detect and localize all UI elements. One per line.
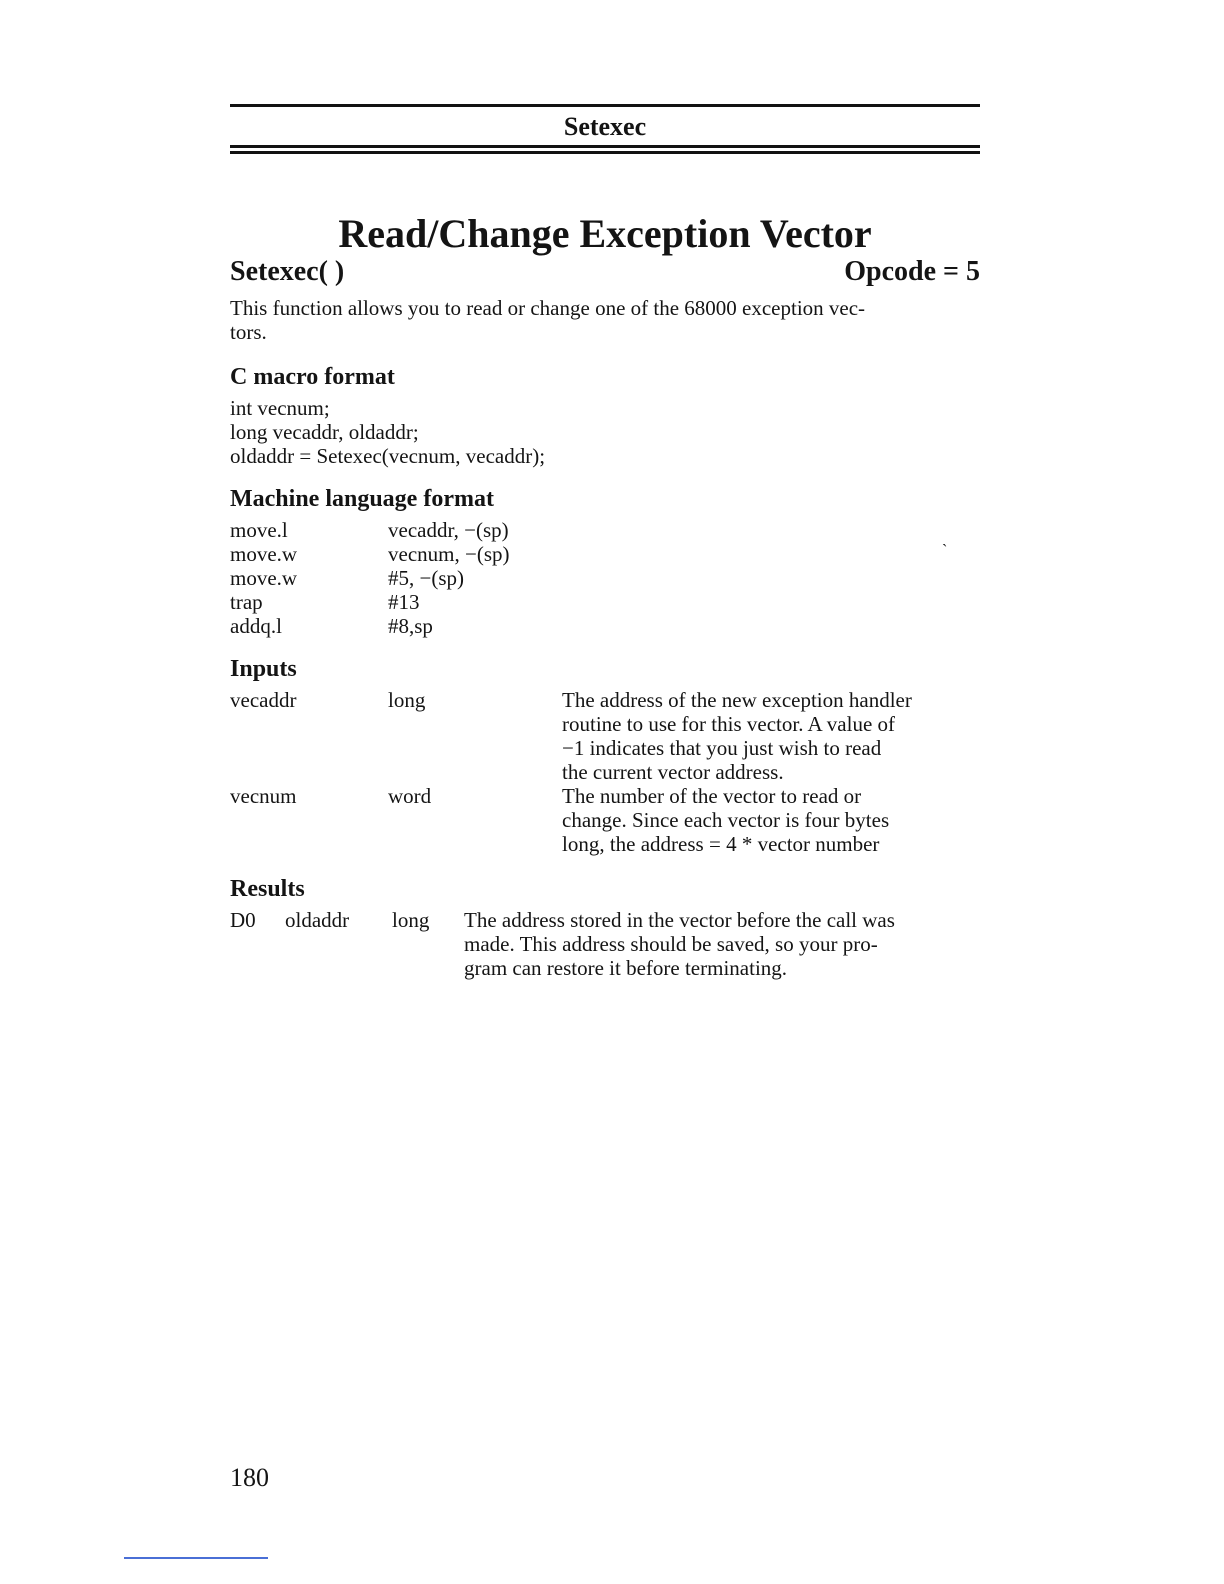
machine-arg: vecnum, −(sp) xyxy=(388,542,510,566)
result-desc-line: gram can restore it before terminating. xyxy=(464,956,788,980)
function-name: Setexec( ) xyxy=(230,256,345,287)
c-macro-heading: C macro format xyxy=(230,364,395,390)
scan-edge-line xyxy=(124,1557,268,1559)
machine-arg: #8,sp xyxy=(388,614,433,638)
input-name: vecaddr xyxy=(230,688,297,712)
input-desc-line: change. Since each vector is four bytes xyxy=(562,808,890,832)
result-type: long xyxy=(392,908,430,932)
inputs-heading: Inputs xyxy=(230,656,297,682)
header-bottom-rule-2 xyxy=(230,151,980,154)
input-desc-line: The address of the new exception handler xyxy=(562,688,912,712)
stray-mark: ˎ xyxy=(942,530,948,547)
results-heading: Results xyxy=(230,876,305,902)
input-type: long xyxy=(388,688,426,712)
page-title: Read/Change Exception Vector xyxy=(338,211,872,256)
result-register: D0 xyxy=(230,908,256,932)
input-desc-line: The number of the vector to read or xyxy=(562,784,862,808)
input-desc-line: the current vector address. xyxy=(562,760,784,784)
machine-op: addq.l xyxy=(230,614,282,638)
machine-arg: #5, −(sp) xyxy=(388,566,465,590)
running-head: Setexec xyxy=(563,112,647,141)
c-macro-line: int vecnum; xyxy=(230,396,330,420)
header-bottom-rule-1 xyxy=(230,145,980,148)
input-desc-line: −1 indicates that you just wish to read xyxy=(562,736,882,760)
result-desc-line: The address stored in the vector before the call was xyxy=(464,908,895,932)
machine-arg: #13 xyxy=(388,590,420,614)
page-number: 180 xyxy=(230,1463,269,1492)
machine-op: move.w xyxy=(230,566,298,590)
opcode: Opcode = 5 xyxy=(844,256,980,287)
c-macro-line: oldaddr = Setexec(vecnum, vecaddr); xyxy=(230,444,546,468)
machine-op: move.w xyxy=(230,542,298,566)
input-desc-line: routine to use for this vector. A value of xyxy=(562,712,896,736)
header-top-rule xyxy=(230,104,980,107)
intro-line-2: tors. xyxy=(230,320,267,344)
input-name: vecnum xyxy=(230,784,297,808)
intro-text xyxy=(230,296,980,344)
result-desc-line: made. This address should be saved, so your pro- xyxy=(464,932,878,956)
machine-op: move.l xyxy=(230,518,288,542)
c-macro-line: long vecaddr, oldaddr; xyxy=(230,420,419,444)
input-desc-line: long, the address = 4 * vector number xyxy=(562,832,880,856)
result-name: oldaddr xyxy=(285,908,350,932)
intro-line-1: This function allows you to read or change one of the 68000 exception vec- xyxy=(230,296,866,320)
input-type: word xyxy=(388,784,432,808)
machine-op: trap xyxy=(230,590,263,614)
machine-heading: Machine language format xyxy=(230,486,494,512)
machine-arg: vecaddr, −(sp) xyxy=(388,518,509,542)
